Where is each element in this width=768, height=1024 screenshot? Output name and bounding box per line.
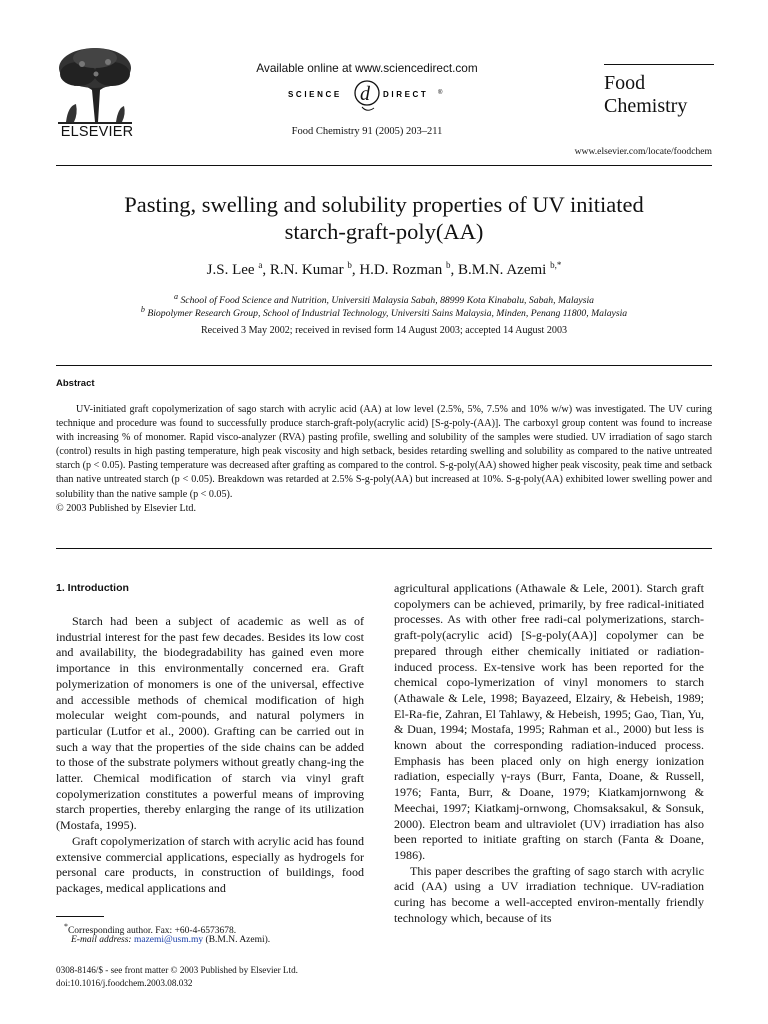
author-list <box>56 260 712 279</box>
available-online-text: Available online at www.sciencedirect.com <box>256 61 478 75</box>
author-affiliation-mark[interactable]: b,* <box>550 260 562 270</box>
author-separator: , <box>351 262 360 278</box>
article-title-line1: Pasting, swelling and solubility properties of UV initiated <box>124 192 644 217</box>
right-column <box>394 581 704 926</box>
sciencedirect-logo <box>232 80 502 114</box>
sd-left-word: SCIENCE <box>288 90 342 99</box>
issn-line: 0308-8146/$ - see front matter © 2003 Published by Elsevier Ltd. <box>56 965 298 975</box>
journal-url-link[interactable]: www.elsevier.com/locate/foodchem <box>574 146 712 157</box>
author-name: H.D. Rozman <box>359 262 443 278</box>
abstract-body <box>56 403 712 516</box>
publisher-name: ELSEVIER <box>60 124 134 140</box>
affiliation-b <box>56 305 712 319</box>
paragraph: This paper describes the grafting of sago starch with acrylic acid (AA) using a UV irradiation technique. UV-radiation curing has become a well-accepted environ-mentally friendly technology which, because of its <box>394 863 704 925</box>
author-affiliation-mark[interactable]: b <box>445 260 451 270</box>
abstract-copyright: © 2003 Published by Elsevier Ltd. <box>56 502 196 514</box>
paragraph: Starch had been a subject of academic as well as of industrial interest for the past few decades. Besides its low cost and availability, the biodegradability has gained even more importance in this environmentally concerned era. Graft polymerization of monomers is one of the universal, effective and accessible methods of chemical modification of high molecular weight com-pounds, and natural polymers in particular (Lutfor et al., 2000). Grafting can be carried out in such a way that the properties of the side chains can be added to those of the substrate polymers without greatly chang-ing the latter. Chemical modification of starch via vinyl graft copolymerization constitutes a powerful means of improving starch properties, thereby enlarging the range of its utilization (Mostafa, 1995). <box>56 614 364 833</box>
footnote-divider <box>56 916 104 917</box>
header-divider <box>56 165 712 166</box>
received-dates: Received 3 May 2002; received in revised form 14 August 2003; accepted 14 August 2003 <box>200 325 568 336</box>
footnote-mark: * <box>64 922 68 931</box>
article-title <box>56 191 712 245</box>
journal-title <box>604 72 724 118</box>
author-name: B.M.N. Azemi <box>457 262 547 278</box>
email-link[interactable]: mazemi@usm.my <box>133 935 204 945</box>
journal-title-line2: Chemistry <box>604 95 688 117</box>
abstract-bottom-divider <box>56 548 712 549</box>
email-note <box>71 935 371 945</box>
sd-right-word: DIRECT <box>383 90 429 99</box>
doi-line[interactable]: doi:10.1016/j.foodchem.2003.08.032 <box>56 978 193 988</box>
affiliation-text: School of Food Science and Nutrition, Universiti Malaysia Sabah, 88999 Kota Kinabalu, Sabah, Malaysia <box>180 295 595 307</box>
sd-registered-mark: ® <box>438 90 443 96</box>
abstract-top-divider <box>56 365 712 366</box>
elsevier-tree-logo <box>52 44 138 126</box>
section-heading-introduction: 1. Introduction <box>56 582 129 594</box>
journal-citation: Food Chemistry 91 (2005) 203–211 <box>291 126 443 137</box>
abstract-heading: Abstract <box>56 378 95 389</box>
abstract-text: UV-initiated graft copolymerization of sago starch with acrylic acid (AA) at low level (2.5%, 5%, 7.5% and 10% w/w) was investigated. The UV curing technique and procedure was found to successfully produce starch-graft-poly(acrylic acid) [S-g-poly-(AA)]. The carboxyl group content was found to increase with increasing % of monomer. Rapid visco-analyzer (RVA) pasting profile, swelling and solubility of the samples were studied. UV irradiation of sago starch (control) results in high pasting temperature, high peak viscosity and high setback, besides retarding swelling and solubility as compared to the native untreated starch (p < 0.05). Pasting temperature was decreased after grafting as compared to the control. S-g-poly(AA) showed higher peak viscosity, peak time and setback than native untreated starch (p < 0.05). Breakdown was retarded at 2.5% S-g-poly(AA) but increased at 10%. S-g-poly(AA) exhibited lower swelling power and solubility than the native sample (p < 0.05). <box>56 404 712 500</box>
svg-text:d: d <box>360 83 370 105</box>
author-affiliation-mark[interactable]: b <box>347 260 352 270</box>
author-name: J.S. Lee <box>206 262 255 278</box>
journal-title-line1: Food <box>604 72 646 94</box>
author-name: R.N. Kumar <box>269 262 344 278</box>
article-title-line2: starch-graft-poly(AA) <box>284 219 484 244</box>
affiliation-text: Biopolymer Research Group, School of Industrial Technology, Universiti Sains Malaysia, Minden, Penang 11800, Malaysia <box>147 308 628 320</box>
email-label: E-mail address: <box>71 935 132 945</box>
affiliation-mark: b <box>140 305 145 314</box>
corresponding-text: Corresponding author. Fax: +60-4-6573678. <box>67 926 237 937</box>
paragraph: agricultural applications (Athawale & Lele, 2001). Starch graft copolymers can be achieved, primarily, by free radical-initiated processes. As with other free radi-cal polymerizations, starch-graft-poly(acrylic acid) [S-g-poly(AA)] copolymer can be prepared through either chemically initiated or radiation-induced process. Ex-tensive work has been reported for the chemical copo-lymerization of vinyl monomers to starch (Athawale & Lele, 1998; Bayazeed, Elzairy, & Hebeish, 1989; El-Ra-fie, Zahran, El Tahlawy, & Hebeish, 1995; Gao, Tian, Yu, & Duan, 1994; Mostafa, 1995; Rahman et al., 2000) but less is known about the corresponding radiation-induced process. Emphasis has been placed only on high energy ionization radiation, especially γ-rays (Burr, Fanta, Doane, & Russell, 1976; Fanta, Burr, & Doane, 1979; Kiatkamjornwong & Meechai, 1997; Kiatkamj-ornwong, Chomsaksakul, & Sonsuk, 2000). Electron beam and ultraviolet (UV) irradiation has also been reported to initiate grafting on starch (Fanta & Doane, 1986). <box>394 581 704 862</box>
left-column <box>56 614 364 897</box>
author-separator: , <box>450 262 458 278</box>
author-separator: , <box>262 262 270 278</box>
email-suffix: (B.M.N. Azemi). <box>205 935 271 945</box>
journal-title-rule <box>604 64 714 65</box>
author-affiliation-mark[interactable]: a <box>258 260 263 270</box>
paragraph: Graft copolymerization of starch with acrylic acid has found extensive commercial applications, especially as hydrogels for personal care products, in construction of buildings, food packages, medical applications and <box>56 833 364 895</box>
affiliation-mark: a <box>173 292 179 301</box>
